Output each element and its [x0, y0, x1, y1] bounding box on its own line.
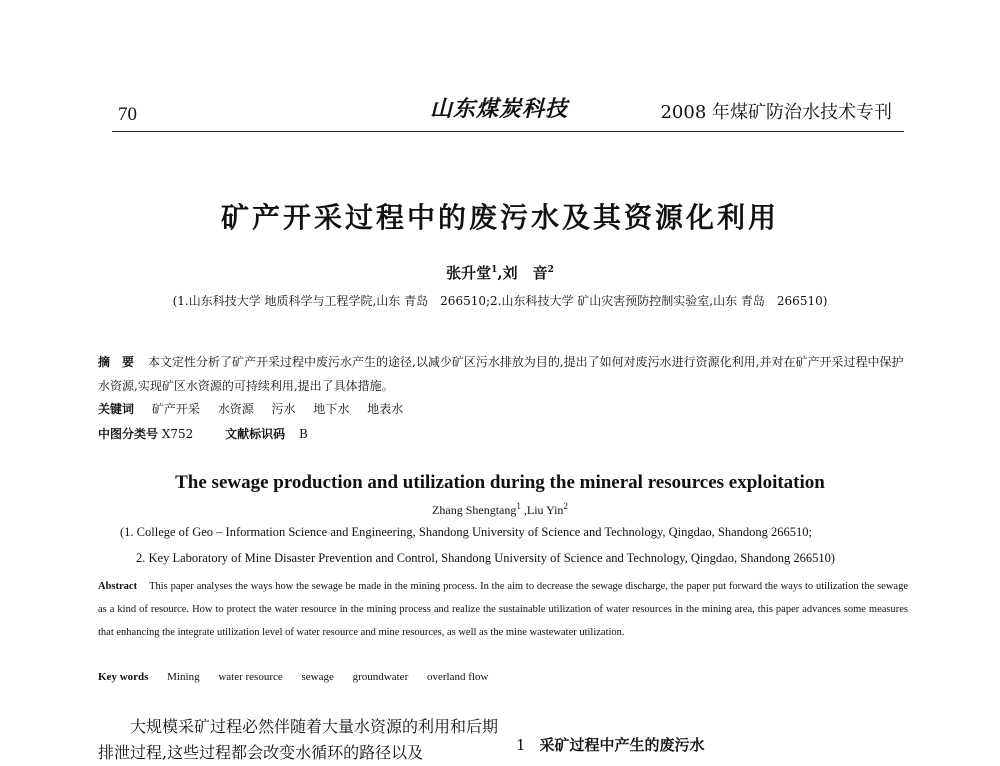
- cn-author-1-sup: 1: [491, 265, 498, 275]
- cn-affiliation: (1.山东科技大学 地质科学与工程学院,山东 青岛 266510;2.山东科技大学 矿山灾害预防控制实验室,山东 青岛 266510): [172, 294, 828, 308]
- cn-author-2-sup: 2: [547, 265, 554, 275]
- cn-keywords: [98, 400, 417, 417]
- en-author-1-sup: 1: [516, 501, 521, 511]
- en-keyword: groundwater: [352, 671, 409, 683]
- en-author-2-sup: 2: [563, 501, 568, 511]
- en-keywords-label: Key words: [98, 671, 149, 683]
- en-authors: [0, 501, 1000, 518]
- en-affiliation-1: (1. College of Geo – Information Science and Engineering, Shandong University of Science and Technology, Qingdao, Shandong 266510;: [120, 525, 813, 539]
- class-value: X752: [161, 427, 194, 441]
- cn-abstract-label: 摘 要: [98, 355, 135, 369]
- cn-author-2: 刘 音: [502, 264, 548, 282]
- en-keyword: Mining: [167, 671, 200, 683]
- cn-abstract-text: 本文定性分析了矿产开采过程中废污水产生的途径,以减少矿区污水排放为目的,提出了如何对废污水进行资源化利用,并对在矿产开采过程中保护水资源,实现矿区水资源的可持续利用,提出了具体措施。: [98, 355, 904, 393]
- journal-logo: 山东煤炭科技: [430, 96, 569, 122]
- en-author-1: Zhang Shengtang: [432, 503, 517, 517]
- cn-keyword: 地表水: [367, 402, 404, 416]
- cn-authors: [0, 262, 1000, 283]
- body-paragraph: 大规模采矿过程必然伴随着大量水资源的利用和后期排泄过程,这些过程都会改变水循环的路径以及: [98, 717, 499, 762]
- cn-keywords-label: 关键词: [98, 402, 135, 416]
- cn-keyword: 地下水: [313, 402, 350, 416]
- en-keyword: overland flow: [426, 671, 489, 683]
- en-title: The sewage production and utilization during the mineral resources exploitation: [175, 472, 825, 493]
- cn-title: 矿产开采过程中的废污水及其资源化利用: [220, 201, 779, 234]
- section-title: 采矿过程中产生的废污水: [539, 736, 705, 754]
- en-abstract: [98, 575, 908, 644]
- en-keywords: [98, 671, 504, 683]
- en-author-sep: ,: [520, 503, 527, 517]
- page-number: 70: [118, 104, 137, 125]
- cn-keyword: 矿产开采: [151, 402, 200, 416]
- en-keyword: sewage: [301, 671, 334, 683]
- en-abstract-label: Abstract: [98, 581, 138, 592]
- section-heading: [516, 734, 705, 755]
- doc-code-label: 文献标识码: [225, 427, 286, 441]
- cn-author-1: 张升堂: [446, 264, 492, 282]
- cn-classification: [98, 425, 308, 442]
- en-author-2: Liu Yin: [526, 503, 564, 517]
- en-abstract-text: This paper analyses the ways how the sewage be made in the mining process. In the aim to decrease the sewage discharge, the paper put forward the ways to utilization the sewage as a kind of resource. How to protect the water resource in the mining process and realize the sustainable utilization of water resources in the mining area, this paper advances some measures that enhancing the integrate utilization level of water resource and mine resources, as well as the mine wastewater utilization.: [98, 581, 908, 638]
- cn-author-sep: ,: [497, 264, 503, 282]
- cn-keyword: 水资源: [217, 402, 254, 416]
- cn-abstract: [98, 350, 910, 398]
- issue-title: 2008 年煤矿防治水技术专刊: [660, 102, 892, 123]
- section-number: 1: [516, 736, 526, 754]
- en-affiliation-2: 2. Key Laboratory of Mine Disaster Prevention and Control, Shandong University of Science and Technology, Qingdao, Shandong 266510): [136, 551, 835, 565]
- doc-code-value: B: [298, 427, 308, 441]
- cn-keyword: 污水: [271, 402, 296, 416]
- class-label: 中图分类号: [98, 427, 159, 441]
- header-rule: [112, 131, 904, 132]
- en-keyword: water resource: [218, 671, 283, 683]
